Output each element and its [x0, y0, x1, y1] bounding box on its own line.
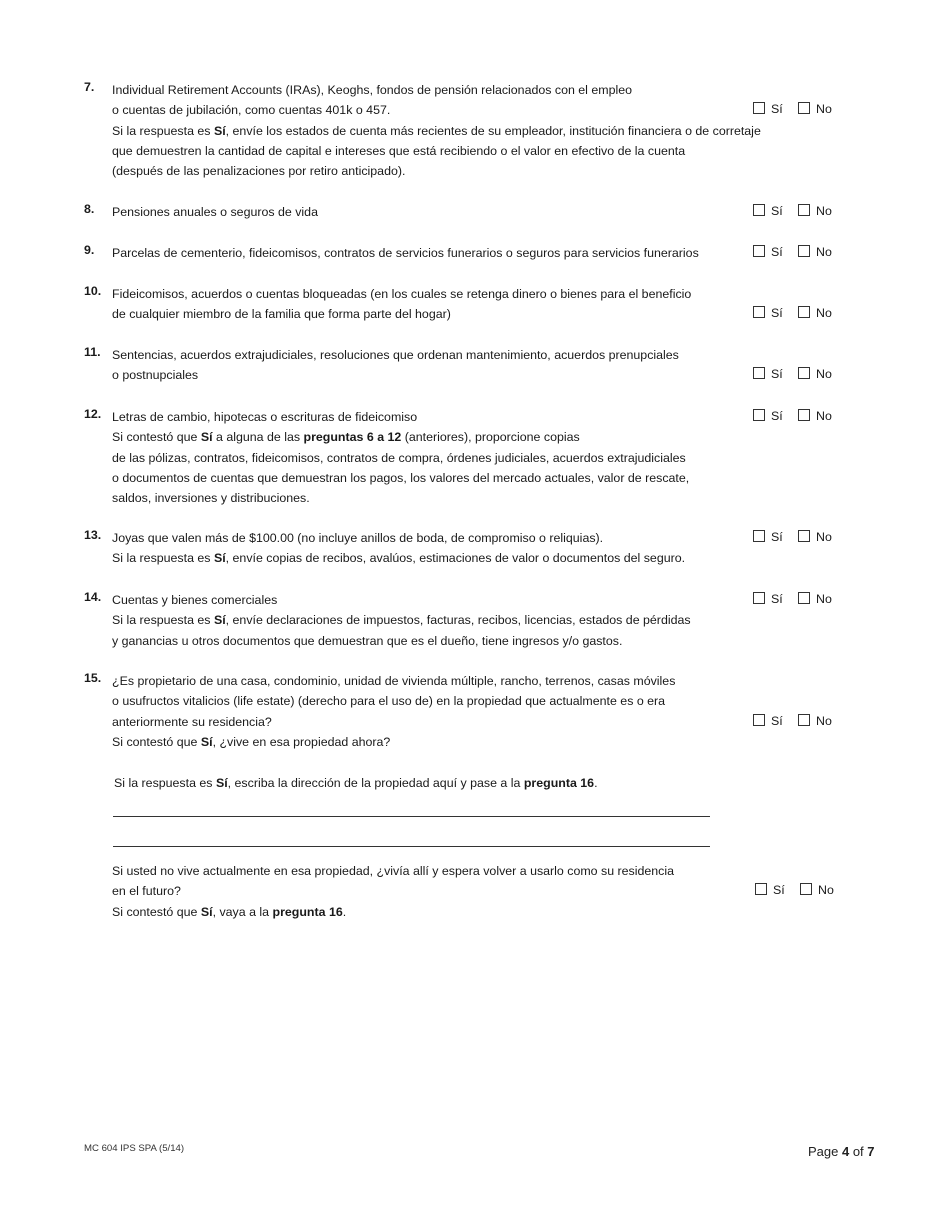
yes-checkbox[interactable]: Sí [753, 406, 783, 426]
question-text: Parcelas de cementerio, fideicomisos, contratos de servicios funerarios o seguros para servicios funerarios [112, 246, 699, 260]
yes-checkbox[interactable]: Sí [753, 364, 783, 384]
checkbox-icon[interactable] [753, 409, 765, 421]
checkbox-icon[interactable] [798, 367, 810, 379]
checkbox-icon[interactable] [753, 204, 765, 216]
yes-checkbox[interactable]: Sí [753, 303, 783, 323]
address-line-2[interactable] [113, 846, 710, 847]
checkbox-icon[interactable] [753, 245, 765, 257]
form-id: MC 604 IPS SPA (5/14) [84, 1143, 185, 1154]
checkbox-icon[interactable] [753, 102, 765, 114]
checkbox-icon[interactable] [753, 530, 765, 542]
checkbox-icon[interactable] [753, 714, 765, 726]
checkbox-icon[interactable] [798, 714, 810, 726]
no-checkbox[interactable]: No [798, 201, 832, 221]
question-text: ¿Es propietario de una casa, condominio, unidad de vivienda múltiple, rancho, terrenos, casas móviles o usufructos vitalicios (life estate) (derecho para el uso de) en la propiedad que actualmente es o era anteriormente su residencia? Si contestó que Sí, ¿vive en esa propiedad ahora? [112, 674, 676, 749]
checkbox-icon[interactable] [798, 245, 810, 257]
answer-options [753, 406, 853, 426]
question-text: Fideicomisos, acuerdos o cuentas bloqueadas (en los cuales se retenga dinero o bienes para el beneficio de cualquier miembro de la familia que forma parte del hogar) [112, 287, 692, 322]
yes-checkbox[interactable]: Sí [753, 99, 783, 119]
yes-checkbox[interactable]: Sí [755, 880, 785, 900]
question-number: 12. [84, 407, 102, 421]
checkbox-icon[interactable] [798, 306, 810, 318]
question-text: Individual Retirement Accounts (IRAs), Keoghs, fondos de pensión relacionados con el empleo o cuentas de jubilación, como cuentas 401k o 457. Si la respuesta es Sí, envíe los estados de cuenta más recientes de su empleador, institución financiera o de corretaje que demuestren la cantidad de capital e intereses que está recibiendo o el valor en efectivo de la cuenta (después de las penalizaciones por retiro anticipado). [112, 83, 761, 179]
answer-options [753, 201, 853, 221]
checkbox-icon[interactable] [798, 102, 810, 114]
question-number: 14. [84, 590, 102, 604]
question-text: Pensiones anuales o seguros de vida [112, 205, 318, 219]
question-text: Cuentas y bienes comerciales Si la respuesta es Sí, envíe declaraciones de impuestos, facturas, recibos, licencias, estados de pérdidas y ganancias u otros documentos que demuestran que es el dueño, tiene ingresos y/o gastos. [112, 593, 691, 648]
no-checkbox[interactable]: No [798, 406, 832, 426]
answer-options [753, 99, 853, 119]
question-text: Sentencias, acuerdos extrajudiciales, resoluciones que ordenan mantenimiento, acuerdos prenupciales o postnupciales [112, 348, 679, 383]
no-checkbox[interactable]: No [798, 242, 832, 262]
checkbox-icon[interactable] [800, 883, 812, 895]
no-checkbox[interactable]: No [798, 711, 832, 731]
answer-options [753, 711, 853, 731]
yes-checkbox[interactable]: Sí [753, 711, 783, 731]
answer-options [753, 242, 853, 262]
question-number: 8. [84, 202, 95, 216]
question-text: Joyas que valen más de $100.00 (no incluye anillos de boda, de compromiso o reliquias). Si la respuesta es Sí, envíe copias de recibos, avalúos, estimaciones de valor o documentos del seguro. [112, 531, 686, 566]
question-text: Si usted no vive actualmente en esa propiedad, ¿vivía allí y espera volver a usarlo como su residencia en el futuro? Si contestó que Sí, vaya a la pregunta 16. [112, 864, 675, 919]
question-number: 11. [84, 345, 101, 359]
checkbox-icon[interactable] [798, 204, 810, 216]
address-line-1[interactable] [113, 816, 710, 817]
answer-options [753, 527, 853, 547]
no-checkbox[interactable]: No [798, 303, 832, 323]
checkbox-icon[interactable] [798, 592, 810, 604]
answer-options [753, 303, 853, 323]
no-checkbox[interactable]: No [798, 364, 832, 384]
checkbox-icon[interactable] [798, 409, 810, 421]
checkbox-icon[interactable] [753, 306, 765, 318]
question-number: 9. [84, 243, 95, 257]
answer-options [753, 364, 853, 384]
checkbox-icon[interactable] [753, 592, 765, 604]
yes-checkbox[interactable]: Sí [753, 242, 783, 262]
question-text: Letras de cambio, hipotecas o escrituras de fideicomiso Si contestó que Sí a alguna de las preguntas 6 a 12 (anteriores), proporcione copias de las pólizas, contratos, fideicomisos, contratos de compra, órdenes judiciales, acuerdos extrajudiciales o documentos de cuentas que demuestran los pagos, los valores del mercado actuales, valor de rescate, saldos, inversiones y distribuciones. [112, 410, 690, 506]
checkbox-icon[interactable] [798, 530, 810, 542]
no-checkbox[interactable]: No [798, 589, 832, 609]
answer-options [753, 589, 853, 609]
yes-checkbox[interactable]: Sí [753, 527, 783, 547]
question-number: 15. [84, 671, 102, 685]
address-instruction: Si la respuesta es Sí, escriba la dirección de la propiedad aquí y pase a la pregunta 16. [114, 776, 598, 790]
question-number: 13. [84, 528, 102, 542]
no-checkbox[interactable]: No [800, 880, 834, 900]
checkbox-icon[interactable] [753, 367, 765, 379]
no-checkbox[interactable]: No [798, 527, 832, 547]
answer-options [755, 880, 855, 900]
question-number: 10. [84, 284, 102, 298]
yes-checkbox[interactable]: Sí [753, 201, 783, 221]
question-number: 7. [84, 80, 95, 94]
checkbox-icon[interactable] [755, 883, 767, 895]
yes-checkbox[interactable]: Sí [753, 589, 783, 609]
page-number: Page 4 of 7 [808, 1144, 875, 1159]
no-checkbox[interactable]: No [798, 99, 832, 119]
